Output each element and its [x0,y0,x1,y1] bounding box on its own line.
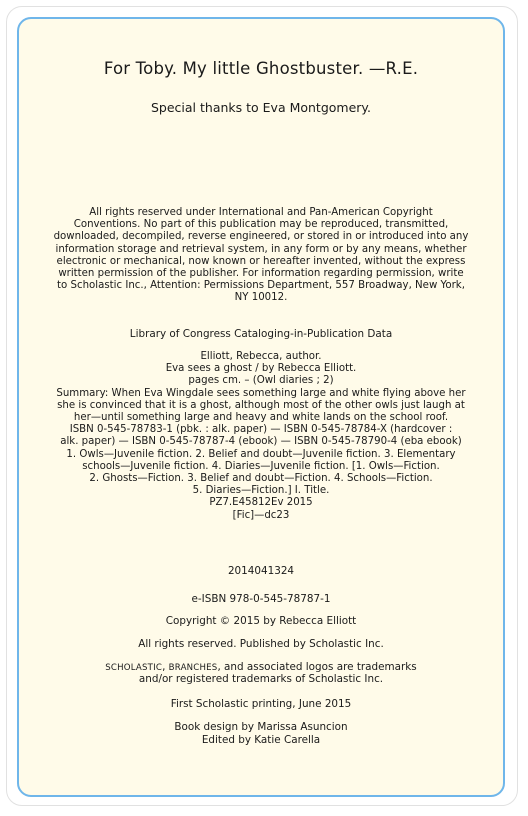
cip-data [23,351,499,522]
cip-line: Summary: When Eva Wingdale sees something large and white flying above her [56,387,466,399]
rights-line: written permission of the publisher. For information regarding permission, write [58,268,464,280]
cip-line: alk. paper) — ISBN 0-545-78787-4 (ebook) — ISBN 0-545-78790-4 (eba ebook) [60,436,462,448]
copyright-page [17,17,505,797]
design-credit: Book design by Marissa Asuncion [174,721,348,733]
cip-line: 5. Diaries—Fiction.] I. Title. [192,485,330,497]
trademark-text: , and associated logos are trademarks [217,661,417,673]
trademark-notice-line2: and/or registered trademarks of Scholastic Inc. [138,673,384,685]
rights-line: All rights reserved under International and Pan-American Copyright [89,207,433,218]
first-printing: First Scholastic printing, June 2015 [170,698,352,710]
publisher-rights: All rights reserved. Published by Scholastic Inc. [138,638,384,650]
rights-line: to Scholastic Inc., Attention: Permissions Department, 557 Broadway, New York, [57,280,465,292]
cip-line: she is convinced that it is a ghost, although most of the other owls just laugh at [57,399,465,411]
cip-line: 1. Owls—Juvenile fiction. 2. Belief and doubt—Juvenile fiction. 3. Elementary [66,448,456,460]
e-isbn: e-ISBN 978-0-545-78787-1 [191,593,331,605]
rights-line: electronic or mechanical, now known or hereafter invented, without the express [56,255,466,267]
brand-branches: BRANCHES [168,663,218,673]
cip-line: 2. Ghosts—Fiction. 3. Belief and doubt—Fiction. 4. Schools—Fiction. [89,473,433,485]
editor-credit: Edited by Katie Carella [201,734,321,746]
rights-line: NY 10012. [234,292,288,304]
cip-line: schools—Juvenile fiction. 4. Diaries—Juvenile fiction. [1. Owls—Fiction. [82,460,440,472]
cip-heading: Library of Congress Cataloging-in-Publication Data [129,328,393,340]
rights-notice [23,207,499,305]
lccn: 2014041324 [227,565,295,577]
rights-line: downloaded, decompiled, reverse engineered, or stored in or introduced into any [53,231,469,243]
cip-line: Elliott, Rebecca, author. [200,351,322,362]
cip-line: PZ7.E45812Ev 2015 [209,497,313,509]
cip-line: ISBN 0-545-78783-1 (pbk. : alk. paper) — ISBN 0-545-78784-X (hardcover : [69,424,453,436]
trademark-separator: , [162,661,169,673]
rights-line: Conventions. No part of this publication may be reproduced, transmitted, [73,219,449,231]
dedication: For Toby. My little Ghostbuster. —R.E. [103,59,419,78]
cip-line: her—until something large and heavy and white lands on the school roof. [73,412,449,424]
cip-line: Eva sees a ghost / by Rebecca Elliott. [165,363,357,375]
cip-line: [Fic]—dc23 [232,509,290,521]
brand-scholastic: SCHOLASTIC [105,663,163,673]
cip-line: pages cm. – (Owl diaries ; 2) [188,375,334,387]
copyright-line: Copyright © 2015 by Rebecca Elliott [165,615,357,627]
special-thanks: Special thanks to Eva Montgomery. [150,100,372,115]
rights-line: information storage and retrieval system, in any form or by any means, whether [55,243,467,255]
